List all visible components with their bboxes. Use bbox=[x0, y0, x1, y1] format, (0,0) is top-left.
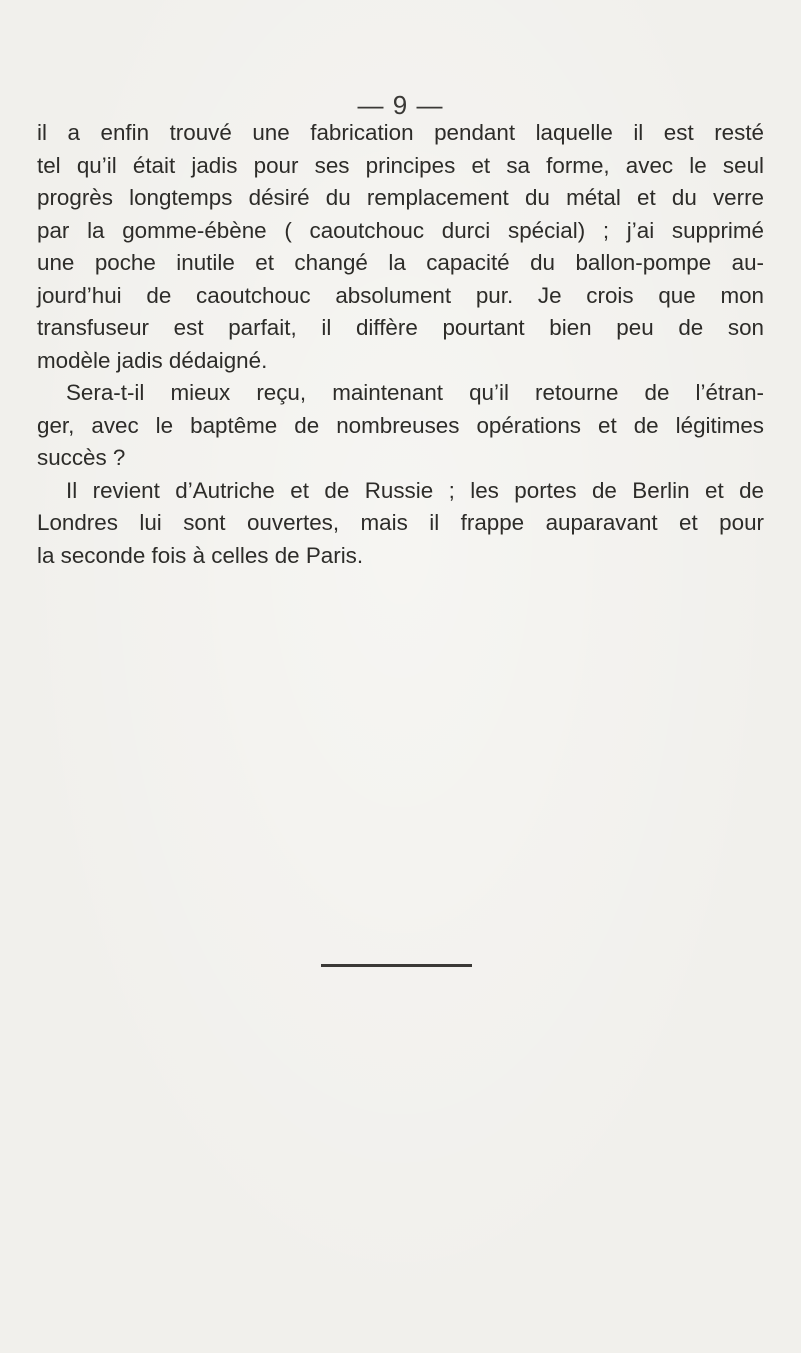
body-text bbox=[37, 117, 764, 572]
text-line: il a enfin trouvé une fabrication pendant laquelle il est resté bbox=[37, 120, 764, 145]
text-line: modèle jadis dédaigné. bbox=[37, 347, 268, 373]
text-line: Il revient d’Autriche et de Russie ; les portes de Berlin et de bbox=[66, 477, 764, 503]
page-number: — 9 — bbox=[357, 90, 444, 120]
text-line: une poche inutile et changé la capacité du ballon-pompe au- bbox=[37, 250, 764, 275]
text-line: transfuseur est parfait, il diffère pourtant bien peu de son bbox=[37, 315, 764, 340]
text-line: ger, avec le baptême de nombreuses opérations et de légitimes bbox=[37, 412, 764, 438]
text-line: progrès longtemps désiré du remplacement du métal et du verre bbox=[37, 185, 764, 210]
text-line: la seconde fois à celles de Paris. bbox=[37, 542, 364, 568]
text-line: Londres lui sont ouvertes, mais il frappe auparavant et pour bbox=[37, 510, 764, 535]
text-line: par la gomme-ébène ( caoutchouc durci spécial) ; j’ai supprimé bbox=[37, 217, 764, 243]
text-line: Sera-t-il mieux reçu, maintenant qu’il retourne de l’étran- bbox=[66, 380, 764, 405]
section-divider bbox=[321, 964, 472, 967]
text-line: tel qu’il était jadis pour ses principes et sa forme, avec le seul bbox=[37, 152, 764, 178]
text-line: succès ? bbox=[37, 445, 126, 470]
text-line: jourd’hui de caoutchouc absolument pur. Je crois que mon bbox=[37, 282, 764, 308]
